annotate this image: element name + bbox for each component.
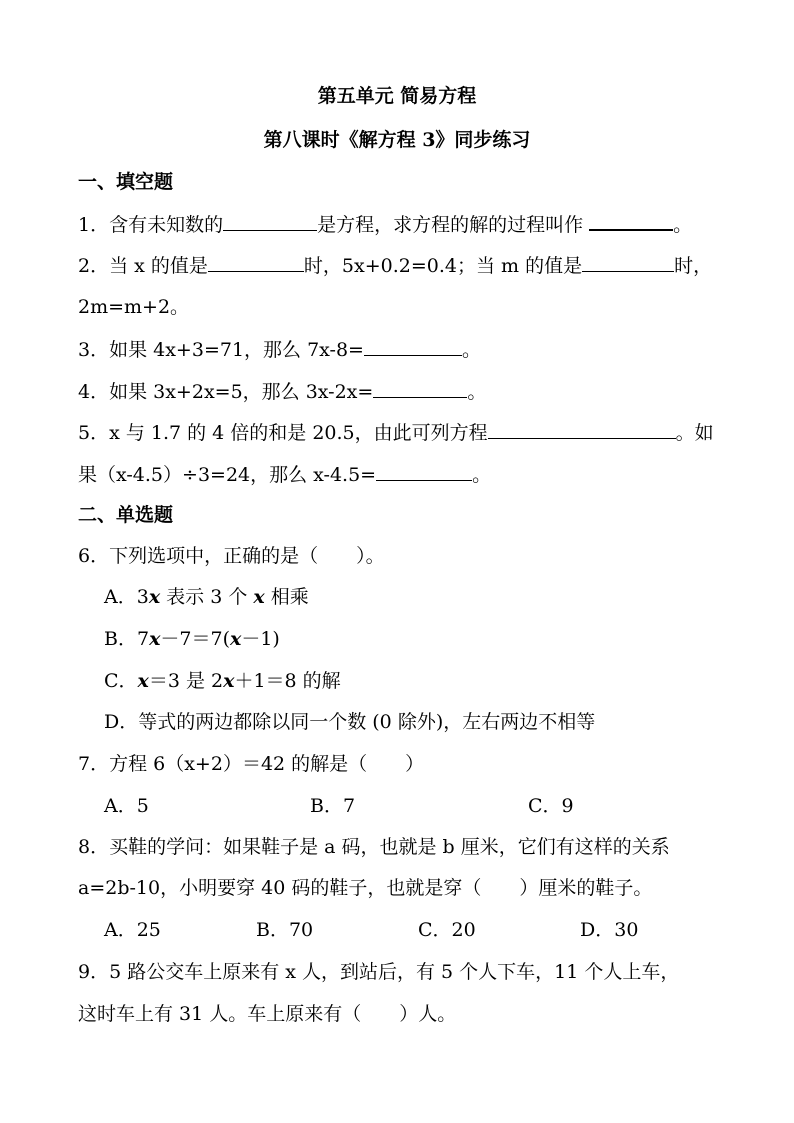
question-6-option-a[interactable] xyxy=(104,585,309,609)
question-7: 7．方程 6（x+2）＝42 的解是（ ） xyxy=(78,753,425,775)
question-5-continued xyxy=(78,462,491,487)
question-1-text-c: 。 xyxy=(673,214,693,236)
question-8-option-c[interactable]: C．20 xyxy=(418,919,476,941)
question-4-text-b: 。 xyxy=(467,381,487,403)
variable-x: x xyxy=(223,670,235,692)
question-8-option-b[interactable]: B．70 xyxy=(256,919,314,941)
option-text: A．3 xyxy=(104,586,149,608)
question-8-option-a[interactable]: A．25 xyxy=(104,919,161,941)
variable-x: x xyxy=(253,586,265,608)
section-heading-fill-blank: 一、填空题 xyxy=(78,171,174,193)
question-9-line-2: 这时车上有 31 人。车上原来有（ ）人。 xyxy=(78,1003,457,1025)
question-4-text-a: 4．如果 3x+2x=5，那么 3x-2x= xyxy=(78,381,374,403)
variable-x: x xyxy=(137,670,149,692)
answer-blank[interactable] xyxy=(364,337,462,356)
question-3-text-b: 。 xyxy=(461,339,481,361)
question-1-text-b: 是方程，求方程的解的过程叫作 xyxy=(317,214,590,236)
question-2-text-c: 时， xyxy=(674,255,713,277)
answer-blank[interactable] xyxy=(589,211,673,231)
question-5-text-c: 果（x-4.5）÷3=24，那么 x-4.5= xyxy=(78,464,377,486)
option-text: ＝3 是 2 xyxy=(148,670,224,692)
question-6: 6．下列选项中，正确的是（ ）。 xyxy=(78,545,385,567)
option-text: ＋1＝8 的解 xyxy=(234,670,341,692)
question-7-option-c[interactable]: C．9 xyxy=(528,795,574,817)
question-2-text-a: 2．当 x 的值是 xyxy=(78,255,208,277)
question-4 xyxy=(78,379,486,404)
answer-blank[interactable] xyxy=(488,420,676,439)
option-text: B．7 xyxy=(104,628,150,650)
option-text: －1) xyxy=(241,628,280,650)
question-6-option-c[interactable] xyxy=(104,669,341,693)
option-text: C． xyxy=(104,670,138,692)
question-8-line-2: a=2b-10，小明要穿 40 码的鞋子，也就是穿（ ）厘米的鞋子。 xyxy=(78,877,653,899)
page-subtitle: 第八课时《解方程 3》同步练习 xyxy=(263,129,531,151)
question-5-text-b: 。如 xyxy=(675,422,714,444)
page-title: 第五单元 简易方程 xyxy=(317,85,477,107)
question-8-line-1: 8．买鞋的学问：如果鞋子是 a 码，也就是 b 厘米，它们有这样的关系 xyxy=(78,836,670,858)
option-text: 表示 3 个 xyxy=(160,586,254,608)
question-6-option-b[interactable] xyxy=(104,627,280,651)
question-5 xyxy=(78,420,714,445)
option-text: 相乘 xyxy=(264,586,309,608)
question-7-option-b[interactable]: B．7 xyxy=(310,795,356,817)
question-6-option-d[interactable]: D．等式的两边都除以同一个数 (0 除外)，左右两边不相等 xyxy=(104,711,596,733)
question-1 xyxy=(78,211,692,237)
question-7-option-a[interactable]: A．5 xyxy=(104,795,149,817)
answer-blank[interactable] xyxy=(373,379,467,398)
option-text: －7＝7( xyxy=(160,628,230,650)
question-5-text-a: 5．x 与 1.7 的 4 倍的和是 20.5，由此可列方程 xyxy=(78,422,488,444)
variable-x: x xyxy=(149,628,161,650)
question-2 xyxy=(78,253,712,278)
answer-blank[interactable] xyxy=(223,212,317,231)
question-9-line-1: 9．5 路公交车上原来有 x 人，到站后，有 5 个人下车，11 个人上车， xyxy=(78,961,680,983)
question-3 xyxy=(78,337,481,362)
variable-x: x xyxy=(148,586,161,608)
section-heading-single-choice: 二、单选题 xyxy=(78,504,174,526)
question-2-continued: 2m=m+2。 xyxy=(78,296,190,318)
question-3-text-a: 3．如果 4x+3=71，那么 7x-8= xyxy=(78,339,364,361)
variable-x: x xyxy=(229,628,242,650)
question-8-option-d[interactable]: D．30 xyxy=(580,919,639,941)
answer-blank[interactable] xyxy=(208,253,304,272)
question-2-text-b: 时，5x+0.2=0.4；当 m 的值是 xyxy=(303,255,583,277)
question-1-text-a: 1．含有未知数的 xyxy=(78,214,224,236)
question-5-text-d: 。 xyxy=(472,464,492,486)
answer-blank[interactable] xyxy=(582,253,674,272)
answer-blank[interactable] xyxy=(376,462,472,481)
